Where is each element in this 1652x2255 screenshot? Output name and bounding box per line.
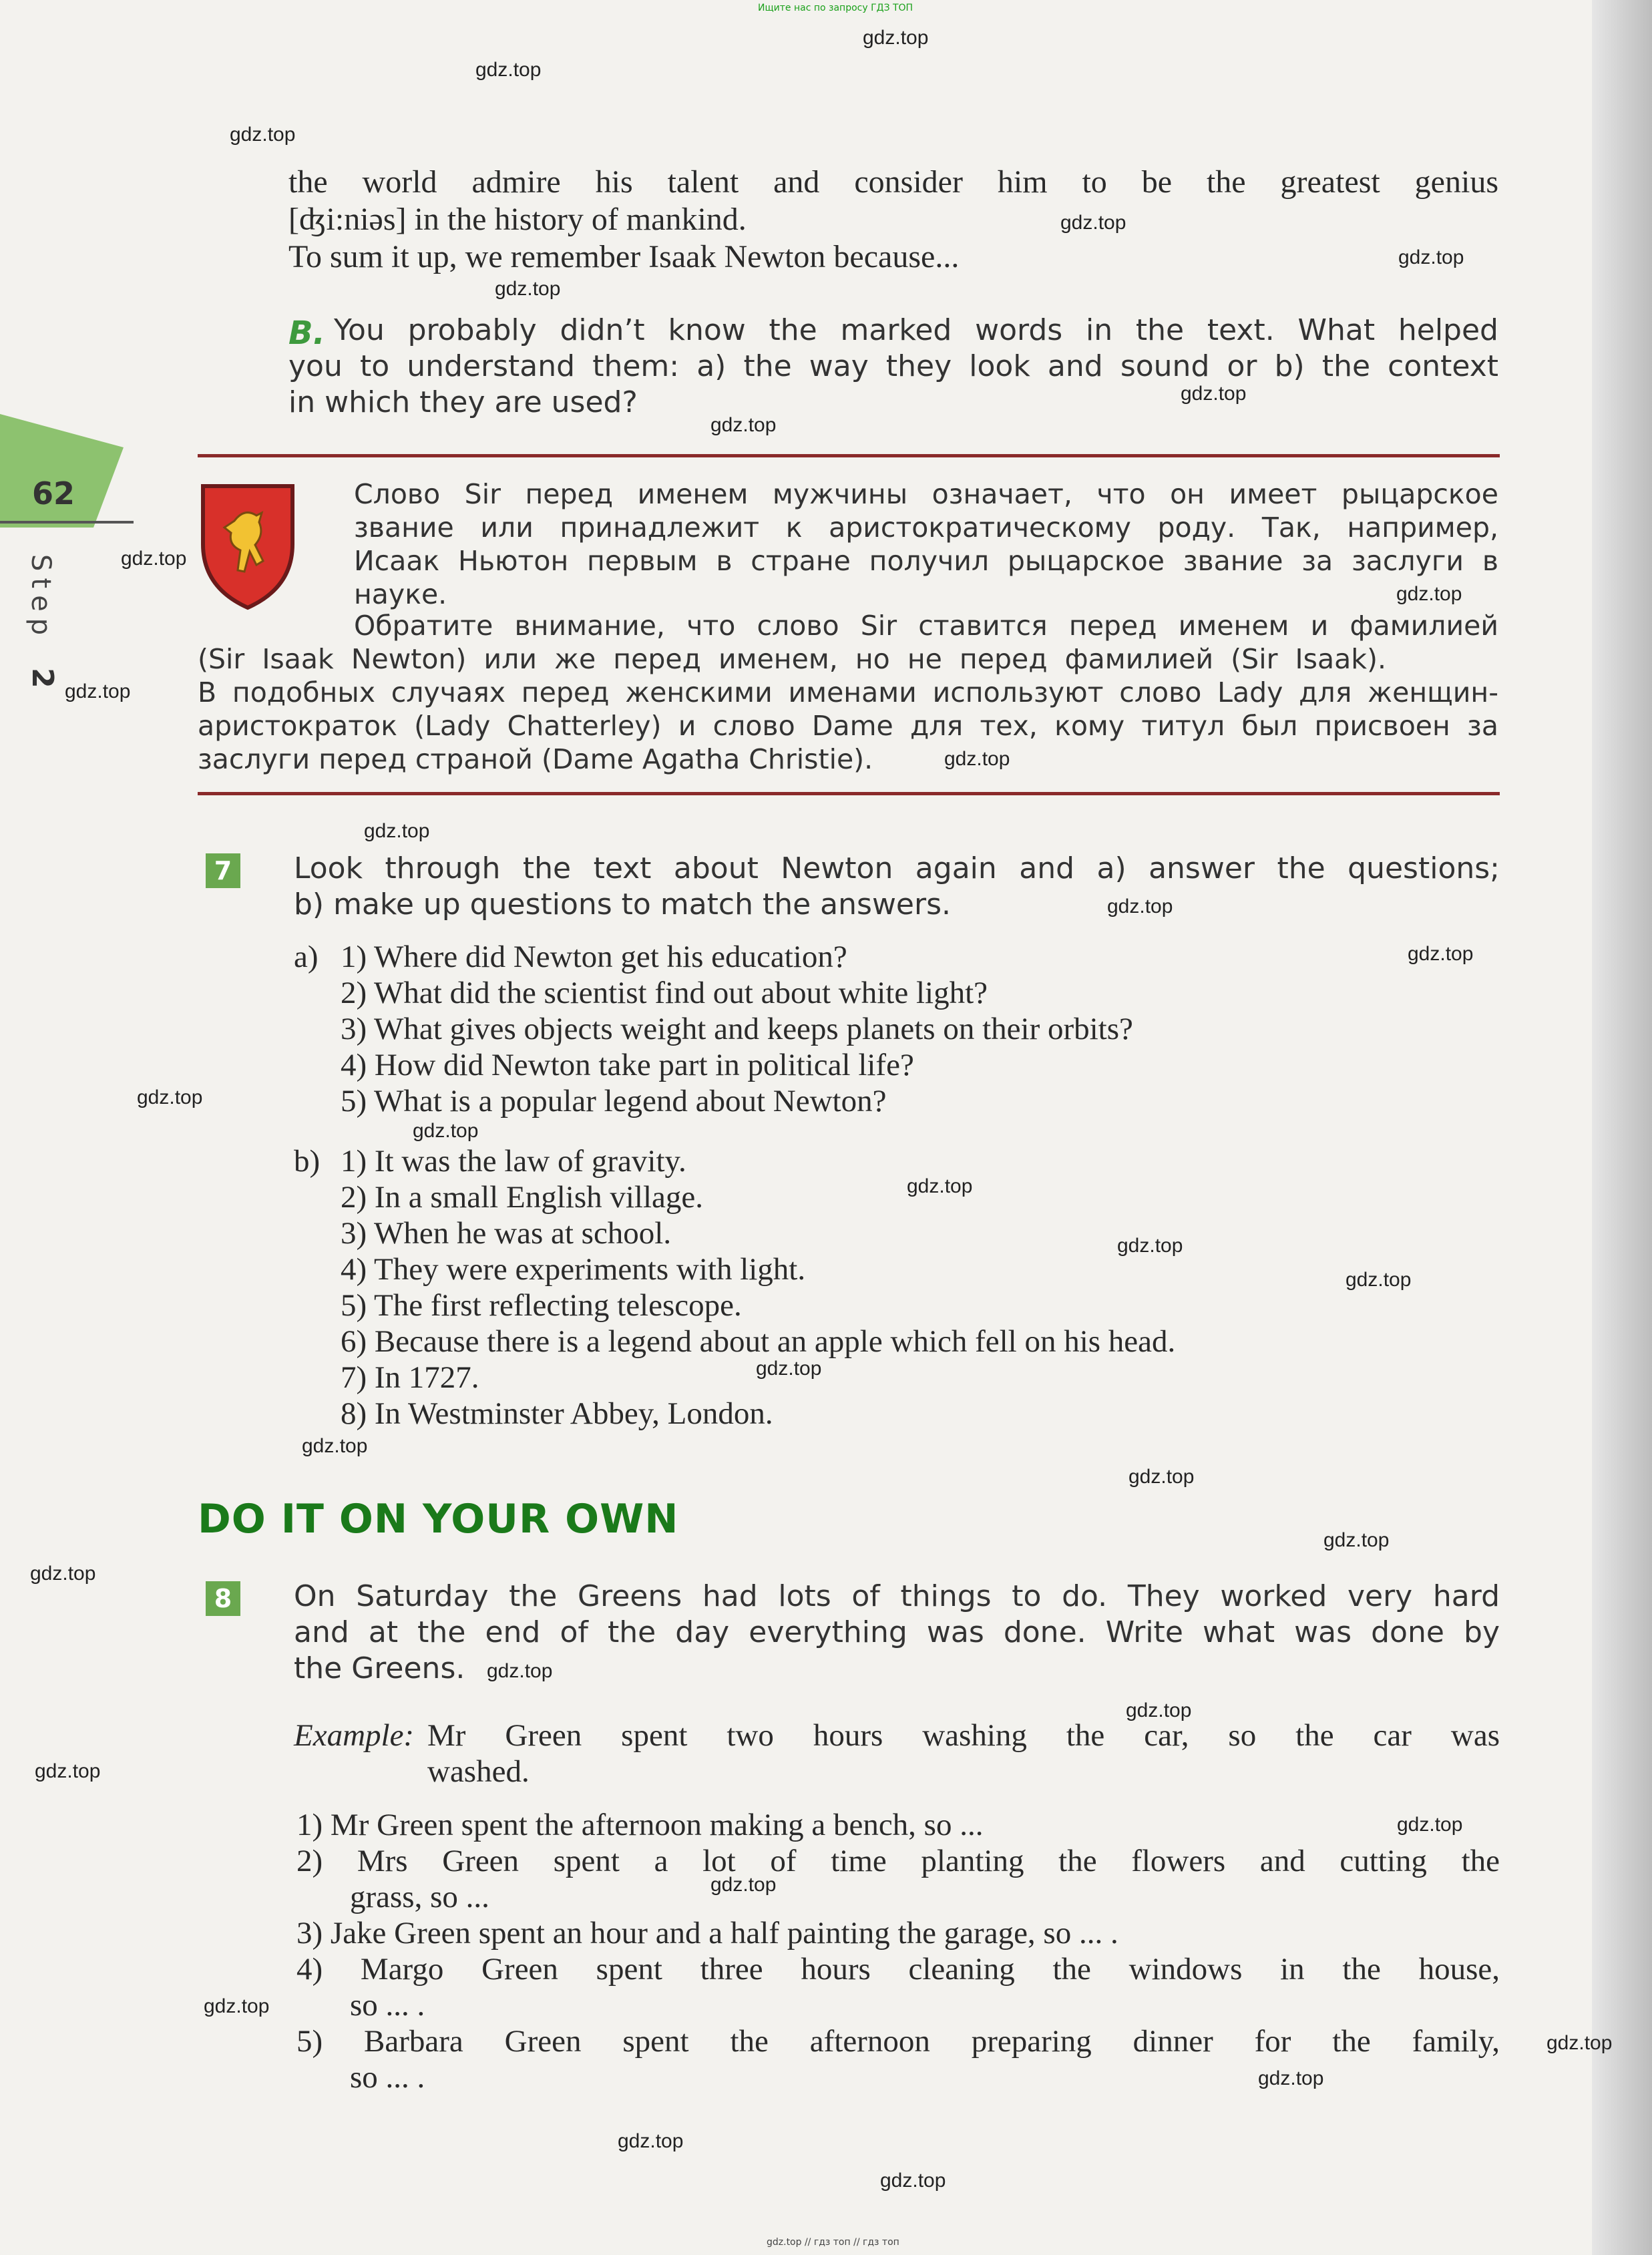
note-line-4: науке.	[354, 578, 447, 610]
question-2: 2) What did the scientist find out about white light?	[341, 976, 988, 1010]
answer-2: 2) In a small English village.	[341, 1180, 704, 1215]
watermark: gdz.top	[495, 278, 561, 300]
exercise-7-line-1: Look through the text about Newton again and a) answer the questions;	[294, 851, 1500, 885]
top-banner: Ищите нас по запросу ГДЗ ТОП	[758, 3, 913, 13]
watermark: gdz.top	[1128, 1466, 1195, 1488]
watermark: gdz.top	[1408, 943, 1474, 965]
item-1-line-1: 1) Mr Green spent the afternoon making a bench, so ...	[296, 1808, 984, 1842]
page-edge-shadow	[1592, 0, 1652, 2255]
watermark: gdz.top	[1060, 212, 1126, 234]
watermark: gdz.top	[863, 27, 929, 49]
item-2-line-1: 2) Mrs Green spent a lot of time planting the flowers and cutting the	[296, 1844, 1500, 1878]
question-3: 3) What gives objects weight and keeps planets on their orbits?	[341, 1012, 1133, 1046]
watermark: gdz.top	[35, 1760, 101, 1782]
watermark: gdz.top	[756, 1358, 822, 1380]
part-b-line-2: you to understand them: a) the way they look and sound or b) the context	[288, 349, 1498, 383]
exercise-8-line-3: the Greens.	[294, 1651, 465, 1685]
answer-7: 7) In 1727.	[341, 1360, 479, 1395]
intro-line-2: [ʤi:niəs] in the history of mankind.	[288, 202, 747, 237]
watermark: gdz.top	[230, 124, 296, 146]
question-4: 4) How did Newton take part in political life?	[341, 1048, 914, 1082]
page-number: 62	[32, 475, 75, 511]
answer-4: 4) They were experiments with light.	[341, 1252, 806, 1287]
step-label: Step	[25, 554, 56, 642]
watermark: gdz.top	[121, 548, 187, 570]
watermark: gdz.top	[1181, 383, 1247, 405]
watermark: gdz.top	[907, 1175, 973, 1197]
note-line-7: В подобных случаях перед женскими именами используют слово Lady для женщин-	[198, 676, 1498, 708]
watermark: gdz.top	[413, 1120, 479, 1142]
part-b-line-3: in which they are used?	[288, 385, 638, 419]
watermark: gdz.top	[1323, 1529, 1390, 1551]
questions-label: a)	[294, 940, 319, 974]
note-line-8: аристократок (Lady Chatterley) и слово Dame для тех, кому титул был присвоен за	[198, 710, 1498, 742]
watermark: gdz.top	[710, 1874, 777, 1896]
note-line-1: Слово Sir перед именем мужчины означает, что он имеет рыцарское	[354, 478, 1498, 510]
item-4-line-1: 4) Margo Green spent three hours cleaning the windows in the house,	[296, 1952, 1500, 1987]
watermark: gdz.top	[302, 1435, 368, 1457]
item-5-line-2: so ... .	[350, 2060, 425, 2095]
watermark: gdz.top	[65, 680, 131, 702]
exercise-8-badge: 8	[206, 1581, 240, 1616]
example-line-1: Mr Green spent two hours washing the car, so the car was	[427, 1718, 1500, 1753]
watermark: gdz.top	[30, 1563, 96, 1585]
answer-6: 6) Because there is a legend about an apple which fell on his head.	[341, 1324, 1176, 1359]
watermark: gdz.top	[204, 1995, 270, 2017]
heraldic-shield-icon	[198, 481, 298, 611]
watermark: gdz.top	[364, 820, 430, 842]
watermark: gdz.top	[710, 414, 777, 436]
example-line-2: washed.	[427, 1754, 530, 1789]
note-line-9: заслуги перед страной (Dame Agatha Christie).	[198, 743, 873, 775]
exercise-8-line-2: and at the end of the day everything was done. Write what was done by	[294, 1615, 1500, 1649]
watermark: gdz.top	[618, 2130, 684, 2152]
note-line-3: Исаак Ньютон первым в стране получил рыцарское звание за заслуги в	[354, 545, 1498, 577]
intro-line-1: the world admire his talent and consider him to be the greatest genius	[288, 164, 1498, 200]
watermark: gdz.top	[880, 2170, 946, 2192]
answer-3: 3) When he was at school.	[341, 1216, 672, 1251]
answer-8: 8) In Westminster Abbey, London.	[341, 1396, 773, 1431]
watermark: gdz.top	[1107, 895, 1173, 917]
section-heading: DO IT ON YOUR OWN	[198, 1496, 679, 1543]
answer-5: 5) The first reflecting telescope.	[341, 1288, 742, 1323]
item-2-line-2: grass, so ...	[350, 1880, 489, 1914]
step-number: 2	[25, 668, 59, 688]
question-5: 5) What is a popular legend about Newton?	[341, 1084, 887, 1118]
exercise-7-badge: 7	[206, 853, 240, 888]
bottom-banner: gdz.top // гдз топ // гдз топ	[767, 2237, 899, 2248]
watermark: gdz.top	[1126, 1699, 1192, 1721]
watermark: gdz.top	[1396, 583, 1462, 605]
watermark: gdz.top	[1397, 1814, 1463, 1836]
item-4-line-2: so ... .	[350, 1988, 425, 2023]
answer-1: 1) It was the law of gravity.	[341, 1144, 686, 1179]
watermark: gdz.top	[475, 59, 542, 81]
note-line-2: звание или принадлежит к аристократическому роду. Так, например,	[354, 511, 1498, 544]
tab-divider	[0, 521, 134, 524]
watermark: gdz.top	[944, 748, 1010, 770]
watermark: gdz.top	[1346, 1269, 1412, 1291]
answers-label: b)	[294, 1144, 321, 1179]
watermark: gdz.top	[487, 1660, 553, 1682]
exercise-8-line-1: On Saturday the Greens had lots of things to do. They worked very hard	[294, 1579, 1500, 1613]
intro-line-3: To sum it up, we remember Isaak Newton because...	[288, 239, 960, 274]
note-line-5: Обратите внимание, что слово Sir ставится перед именем и фамилией	[354, 610, 1498, 642]
item-5-line-1: 5) Barbara Green spent the afternoon preparing dinner for the family,	[296, 2024, 1500, 2059]
watermark: gdz.top	[1398, 246, 1464, 268]
exercise-7-line-2: b) make up questions to match the answers.	[294, 887, 952, 921]
watermark: gdz.top	[1117, 1235, 1183, 1257]
watermark: gdz.top	[1546, 2032, 1613, 2054]
watermark: gdz.top	[1258, 2067, 1324, 2089]
note-line-6: (Sir Isaak Newton) или же перед именем, но не перед фамилией (Sir Isaak).	[198, 643, 1386, 675]
note-bottom-rule	[198, 792, 1500, 795]
watermark: gdz.top	[137, 1086, 203, 1108]
item-3-line-1: 3) Jake Green spent an hour and a half painting the garage, so ... .	[296, 1916, 1118, 1951]
note-top-rule	[198, 454, 1500, 457]
part-b-label: B.	[288, 315, 325, 352]
example-label: Example:	[294, 1718, 415, 1753]
part-b-line-1: You probably didn’t know the marked words in the text. What helped	[334, 313, 1498, 347]
question-1: 1) Where did Newton get his education?	[341, 940, 847, 974]
